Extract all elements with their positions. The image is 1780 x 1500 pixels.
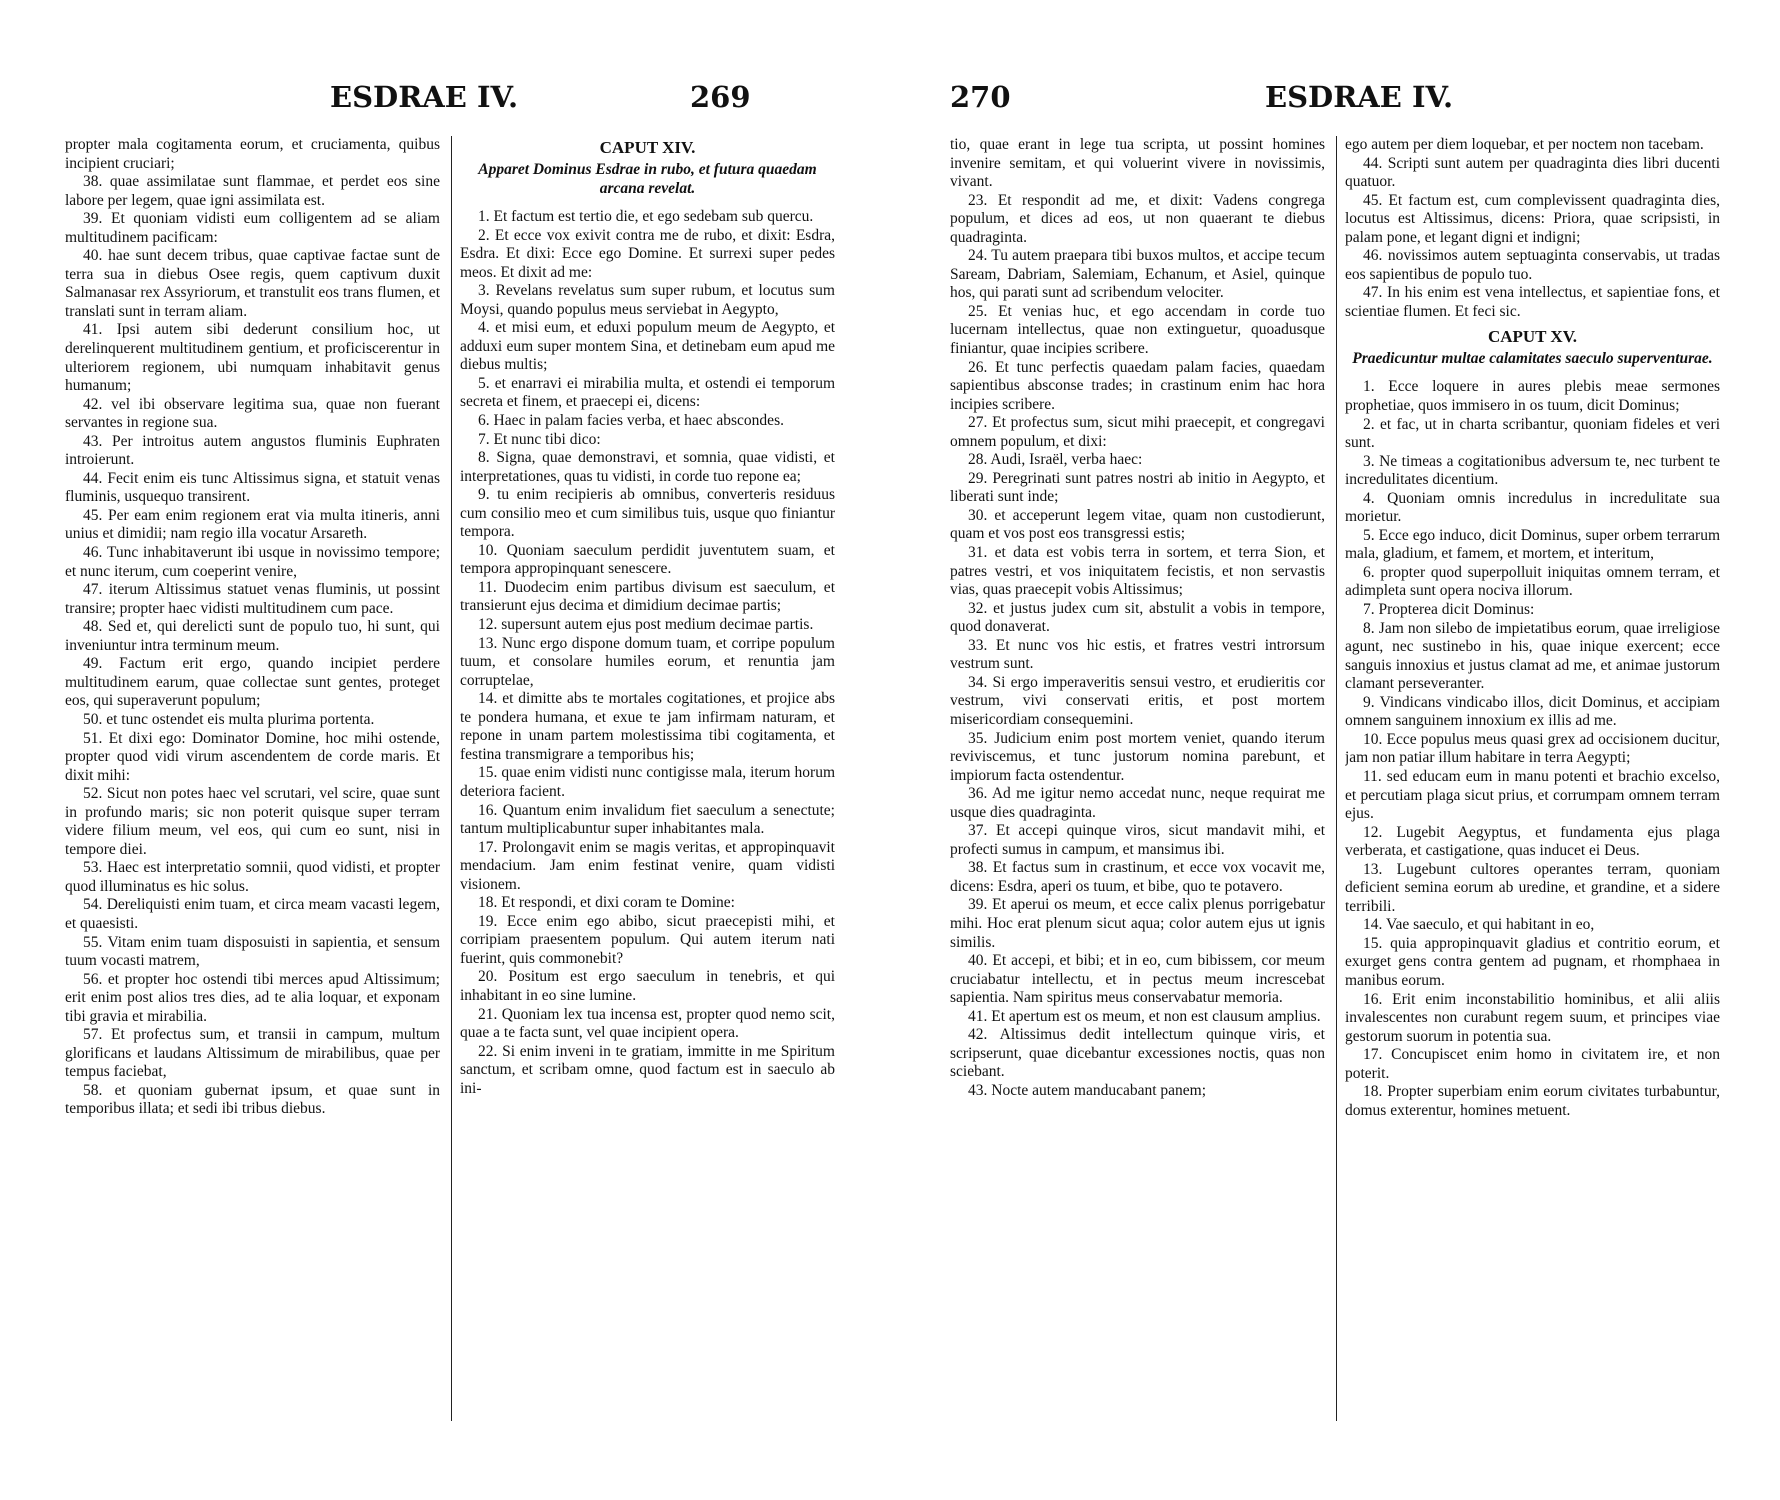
verse: 47. iterum Altissimus statuet venas fluminis, ut possint transire; propter haec vidisti multitudinem cum pace. [65, 581, 440, 617]
verse: tio, quae erant in lege tua scripta, ut possint homines invenire semitam, et qui voluerint vivere in novissimis, vivant. [950, 136, 1325, 191]
verse: 58. et quoniam gubernat ipsum, et quae sunt in temporibus illata; et sedi ibi tribus diebus. [65, 1081, 440, 1118]
verse: 53. Haec est interpretatio somnii, quod vidisti, et propter quod illuminatus es hic solus. [65, 859, 440, 895]
left-page-column-2 [460, 136, 835, 1476]
verse: 38. quae assimilatae sunt flammae, et perdet eos sine labore per legem, quae igni assimilata est. [65, 173, 440, 209]
running-head: ESDRAE IV. [330, 80, 519, 114]
verse: 6. propter quod superpolluit iniquitas omnem terram, et adimpleta sunt opera nociva illorum. [1345, 563, 1720, 600]
verse: 54. Dereliquisti enim tuam, et circa meam vacasti legem, et quaesisti. [65, 896, 440, 932]
verse: 43. Nocte autem manducabant panem; [968, 1081, 1207, 1099]
verse: 5. Ecce ego induco, dicit Dominus, super orbem terrarum mala, gladium, et famem, et mortem, et interitum, [1345, 526, 1720, 563]
verse: 10. Ecce populus meus quasi grex ad occisionem ducitur, jam non patiar illum habitare in terra Aegypti; [1345, 730, 1720, 767]
verse: 17. Concupiscet enim homo in civitatem ire, et non poterit. [1345, 1046, 1720, 1082]
column-divider [1336, 136, 1337, 1421]
verse: 1. Ecce loquere in aures plebis meae sermones prophetiae, quos immisero in os tuum, dicit Dominus; [1345, 378, 1720, 415]
verse: 15. quae enim vidisti nunc contigisse mala, iterum horum deteriora facient. [460, 764, 835, 800]
verse: 35. Judicium enim post mortem veniet, quando iterum reviviscemus, et tunc justorum nomina parebunt, et impiorum facta ostendentur. [950, 729, 1325, 784]
verse: propter mala cogitamenta eorum, et cruciamenta, quibus incipient cruciari; [65, 136, 440, 172]
verse: 14. et dimitte abs te mortales cogitationes, et projice abs te pondera humana, et exue te jam infirmam naturam, et repone in unam partem molestissima tibi cogitamenta, et festina transmigrare a temporibus his; [460, 690, 835, 763]
verse: 11. sed educam eum in manu potenti et brachio excelso, et percutiam plaga sicut prius, et corrumpam omnem terram ejus. [1345, 767, 1720, 823]
verse: 14. Vae saeculo, et qui habitant in eo, [1363, 916, 1595, 934]
verse: 20. Positum est ergo saeculum in tenebris, et qui inhabitant in eo sine lumine. [460, 968, 835, 1004]
verse: 33. Et nunc vos hic estis, et fratres vestri introrsum vestrum sunt. [950, 636, 1325, 673]
verse: 34. Si ergo imperaveritis sensui vestro, et erudieritis cor vestrum, vivi conservati eritis, et post mortem misericordiam consequemini. [950, 673, 1325, 728]
verse: 23. Et respondit ad me, et dixit: Vadens congrega populum, et dices ad eos, ut non quaerant te diebus quadraginta. [950, 191, 1325, 246]
verse: 18. Propter superbiam enim eorum civitates turbabuntur, domus exterentur, homines metuent. [1345, 1083, 1720, 1119]
verse: 24. Tu autem praepara tibi buxos multos, et accipe tecum Saream, Dabriam, Salemiam, Echanum, et Asiel, quinque hos, qui parati sunt ad scribendum velociter. [950, 247, 1325, 302]
verse: 5. et enarravi ei mirabilia multa, et ostendi ei temporum secreta et finem, et praecepi ei, dicens: [460, 374, 835, 411]
left-page [65, 0, 845, 1500]
verse: 41. Ipsi autem sibi dederunt consilium hoc, ut derelinquerent multitudinem gentium, et proficiscerentur in ulteriorem regionem, ubi numquam inhabitavit genus humanum; [65, 321, 440, 395]
running-head: ESDRAE IV. [1265, 80, 1454, 114]
page-number: 270 [950, 80, 1011, 114]
verse: 40. Et accepi, et bibi; et in eo, cum bibissem, cor meum cruciabatur intellectu, et in pectus meum increscebat sapientia. Nam spiritus meus conservabatur memoria. [950, 952, 1325, 1007]
verse: 28. Audi, Israël, verba haec: [968, 451, 1143, 469]
verse: 8. Jam non silebo de impietatibus eorum, quae irreligiose agunt, nec sustinebo in his, quae inique exercent; ecce sanguis innoxius et justus clamat ad me, et animae justorum clamant perseveranter. [1345, 619, 1720, 693]
verse: 39. Et aperui os meum, et ecce calix plenus porrigebatur mihi. Hoc erat plenum sicut aqua; color autem ejus ut ignis similis. [950, 896, 1325, 951]
verse: 30. et acceperunt legem vitae, quam non custodierunt, quam et vos post eos transgressi estis; [950, 506, 1325, 543]
verse: 3. Ne timeas a cogitationibus adversum te, nec turbent te incredulitates dicentium. [1345, 452, 1720, 489]
verse: 48. Sed et, qui derelicti sunt de populo tuo, hi sunt, qui inveniuntur intra terminum meum. [65, 618, 440, 654]
verse: 22. Si enim inveni in te gratiam, immitte in me Spiritum sanctum, et scribam omne, quod factum est in saeculo ab ini- [460, 1042, 835, 1097]
verse: 4. et misi eum, et eduxi populum meum de Aegypto, et adduxi eum super montem Sina, et detinebam eum apud me diebus multis; [460, 319, 835, 374]
left-page-column-1 [65, 136, 440, 1476]
verse: 44. Scripti sunt autem per quadraginta dies libri ducenti quatuor. [1345, 154, 1720, 191]
verse: 42. Altissimus dedit intellectum quinque viris, et scripserunt, quae dicebantur excessiones noctis, quas non sciebant. [950, 1026, 1325, 1081]
verse: 45. Et factum est, cum complevissent quadraginta dies, locutus est Altissimus, dicens: Priora, quae scripsisti, in palam pone, et legant digni et indigni; [1345, 191, 1720, 246]
verse: 47. In his enim est vena intellectus, et sapientiae fons, et scientiae flumen. Et feci sic. [1345, 284, 1720, 320]
verse: 37. Et accepi quinque viros, sicut mandavit mihi, et profecti sumus in campum, et mansimus ibi. [950, 822, 1325, 858]
verse: 9. tu enim recipieris ab omnibus, converteris residuus cum consilio meo et cum similibus tuis, usque quo finiantur tempora. [460, 486, 835, 541]
verse: 41. Et apertum est os meum, et non est clausum amplius. [968, 1007, 1321, 1025]
verse: 36. Ad me igitur nemo accedat nunc, neque requirat me usque dies quadraginta. [950, 785, 1325, 821]
verse: 50. et tunc ostendet eis multa plurima portenta. [83, 710, 375, 728]
page-number: 269 [690, 80, 751, 114]
verse: 55. Vitam enim tuam disposuisti in sapientia, et sensum tuum vocasti matrem, [65, 933, 440, 970]
right-page-header [950, 80, 1730, 128]
verse: 43. Per introitus autem angustos fluminis Euphraten introierunt. [65, 432, 440, 469]
verse: 27. Et profectus sum, sicut mihi praecepit, et congregavi omnem populum, et dixi: [950, 414, 1325, 450]
verse: 25. Et venias huc, et ego accendam in corde tuo lucernam intellectus, quae non extinguetur, quoadusque finiantur, quae incipies scribere. [950, 302, 1325, 358]
verse: 15. quia appropinquavit gladius et contritio eorum, et exurget gens contra gentem ad pugnam, et rhomphaea in manibus eorum. [1345, 934, 1720, 989]
verse: 13. Nunc ergo dispone domum tuam, et corripe populum tuum, et consolare humiles eorum, et renuntia jam corruptelae, [460, 634, 835, 689]
left-page-header [65, 80, 845, 128]
right-page [950, 0, 1730, 1500]
verse: 32. et justus judex cum sit, abstulit a vobis in tempore, quod donaverat. [950, 599, 1325, 636]
right-page-column-2 [1345, 136, 1720, 1476]
verse: 21. Quoniam lex tua incensa est, propter quod nemo scit, quae a te facta sunt, vel quae incipient opera. [460, 1005, 835, 1042]
verse: 18. Et respondi, et dixi coram te Domine: [478, 894, 735, 912]
verse: 2. Et ecce vox exivit contra me de rubo, et dixit: Esdra, Esdra. Et dixi: Ecce ego Domine. Et surrexi super pedes meos. Et dixit ad me: [460, 226, 835, 281]
verse: 12. Lugebit Aegyptus, et fundamenta ejus plaga verberata, et castigatione, quas inducet ei Deus. [1345, 823, 1720, 860]
verse: 51. Et dixi ego: Dominator Domine, hoc mihi ostende, propter quod vidi virum ascendentem de corde maris. Et dixit mihi: [65, 729, 440, 784]
verse: 16. Quantum enim invalidum fiet saeculum a senectute; tantum multiplicabuntur super inhabitantes mala. [460, 801, 835, 838]
verse: 29. Peregrinati sunt patres nostri ab initio in Aegypto, et liberati sunt inde; [950, 469, 1325, 506]
verse: 57. Et profectus sum, et transii in campum, multum glorificans et laudans Altissimum de mirabilibus, quae per tempus faciebat, [65, 1026, 440, 1081]
verse: 38. Et factus sum in crastinum, et ecce vox vocavit me, dicens: Esdra, aperi os tuum, et bibe, quo te potavero. [950, 859, 1325, 895]
verse: 6. Haec in palam facies verba, et haec abscondes. [478, 412, 784, 430]
verse: 46. novissimos autem septuaginta conservabis, ut tradas eos sapientibus de populo tuo. [1345, 247, 1720, 283]
chapter-heading: CAPUT XIV. [599, 138, 696, 157]
verse: 10. Quoniam saeculum perdidit juventutem suam, et tempora appropinquant senescere. [460, 541, 835, 578]
verse: 17. Prolongavit enim se magis veritas, et appropinquavit mendacium. Jam enim festinat venire, quam vidisti visionem. [460, 838, 835, 893]
verse: 9. Vindicans vindicabo illos, dicit Dominus, et accipiam omnem sanguinem innoxium ex illis ad me. [1345, 693, 1720, 730]
verse: 31. et data est vobis terra in sortem, et terra Sion, et patres vestri, et vos iniquitatem fecistis, et non servastis vias, quas praecepit vobis Altissimus; [950, 544, 1325, 599]
verse: 4. Quoniam omnis incredulus in incredulitate sua morietur. [1345, 489, 1720, 526]
verse: 7. Et nunc tibi dico: [478, 430, 601, 448]
column-divider [451, 136, 452, 1421]
verse: 46. Tunc inhabitaverunt ibi usque in novissimo tempore; et nunc iterum, cum coeperint venire, [65, 544, 440, 580]
verse: 16. Erit enim inconstabilitio hominibus, et alii aliis invalescentes non curabunt regem suum, et principes viae gestorum suorum in potentia sua. [1345, 990, 1720, 1045]
verse: 8. Signa, quae demonstravi, et somnia, quae vidisti, et interpretationes, quas tu vidisti, in corde tuo repone ea; [460, 449, 835, 485]
verse: 39. Et quoniam vidisti eum colligentem ad se aliam multitudinem pacificam: [65, 210, 440, 246]
verse: 12. supersunt autem ejus post medium decimae partis. [478, 616, 814, 634]
verse: ego autem per diem loquebar, et per noctem non tacebam. [1345, 136, 1704, 153]
verse: 52. Sicut non potes haec vel scrutari, vel scire, quae sunt in profundo maris; sic non poterit quisque super terram videre filium meum, vel eos, qui cum eo sunt, nisi in tempore diei. [65, 785, 440, 858]
chapter-heading: CAPUT XV. [1487, 327, 1578, 347]
verse: 49. Factum erit ergo, quando incipiet perdere multitudinem earum, quae collectae sunt gentes, proteget eos, qui superaverunt populum; [65, 655, 440, 710]
verse: 11. Duodecim enim partibus divisum est saeculum, et transierunt ejus decima et dimidium decimae partis; [460, 578, 835, 615]
verse: 1. Et factum est tertio die, et ego sedebam sub quercu. [478, 208, 814, 225]
verse: 44. Fecit enim eis tunc Altissimus signa, et statuit venas fluminis, usquequo transirent. [65, 469, 440, 506]
verse: 19. Ecce enim ego abibo, sicut praecepisti mihi, et corripiam praesentem populum. Qui autem iterum nati fuerint, quis commonebit? [460, 912, 835, 967]
verse: 2. et fac, ut in charta scribantur, quoniam fideles et veri sunt. [1345, 415, 1720, 452]
verse: 26. Et tunc perfectis quaedam palam facies, quaedam sapientibus absconse trades; in crastinum enim hac hora incipies scribere. [950, 358, 1325, 413]
verse: 13. Lugebunt cultores operantes terram, quoniam deficient semina eorum ab uredine, et grandine, et a sidere terribili. [1345, 860, 1720, 915]
chapter-summary: Praedicuntur multae calamitates saeculo superventurae. [1352, 350, 1713, 368]
verse: 7. Propterea dicit Dominus: [1363, 601, 1535, 619]
verse: 42. vel ibi observare legitima sua, quae non fuerant servantes in regione sua. [65, 395, 440, 432]
verse: 40. hae sunt decem tribus, quae captivae factae sunt de terra sua in diebus Osee regis, quem captivum duxit Salmanasar rex Assyriorum, et transtulit eos trans flumen, et translati sunt in terram aliam. [65, 247, 440, 320]
verse: 56. et propter hoc ostendi tibi merces apud Altissimum; erit enim post alios tres dies, ad te alia loquar, et exponam tibi gravia et mirabilia. [65, 970, 440, 1025]
verse: 3. Revelans revelatus sum super rubum, et locutus sum Moysi, quando populus meus serviebat in Aegypto, [460, 282, 835, 318]
chapter-summary: Apparet Dominus Esdrae in rubo, et futura quaedam arcana revelat. [478, 161, 817, 197]
right-page-column-1 [950, 136, 1325, 1476]
verse: 45. Per eam enim regionem erat via multa itineris, anni unius et dimidii; nam regio illa vocatur Arsareth. [65, 506, 440, 543]
